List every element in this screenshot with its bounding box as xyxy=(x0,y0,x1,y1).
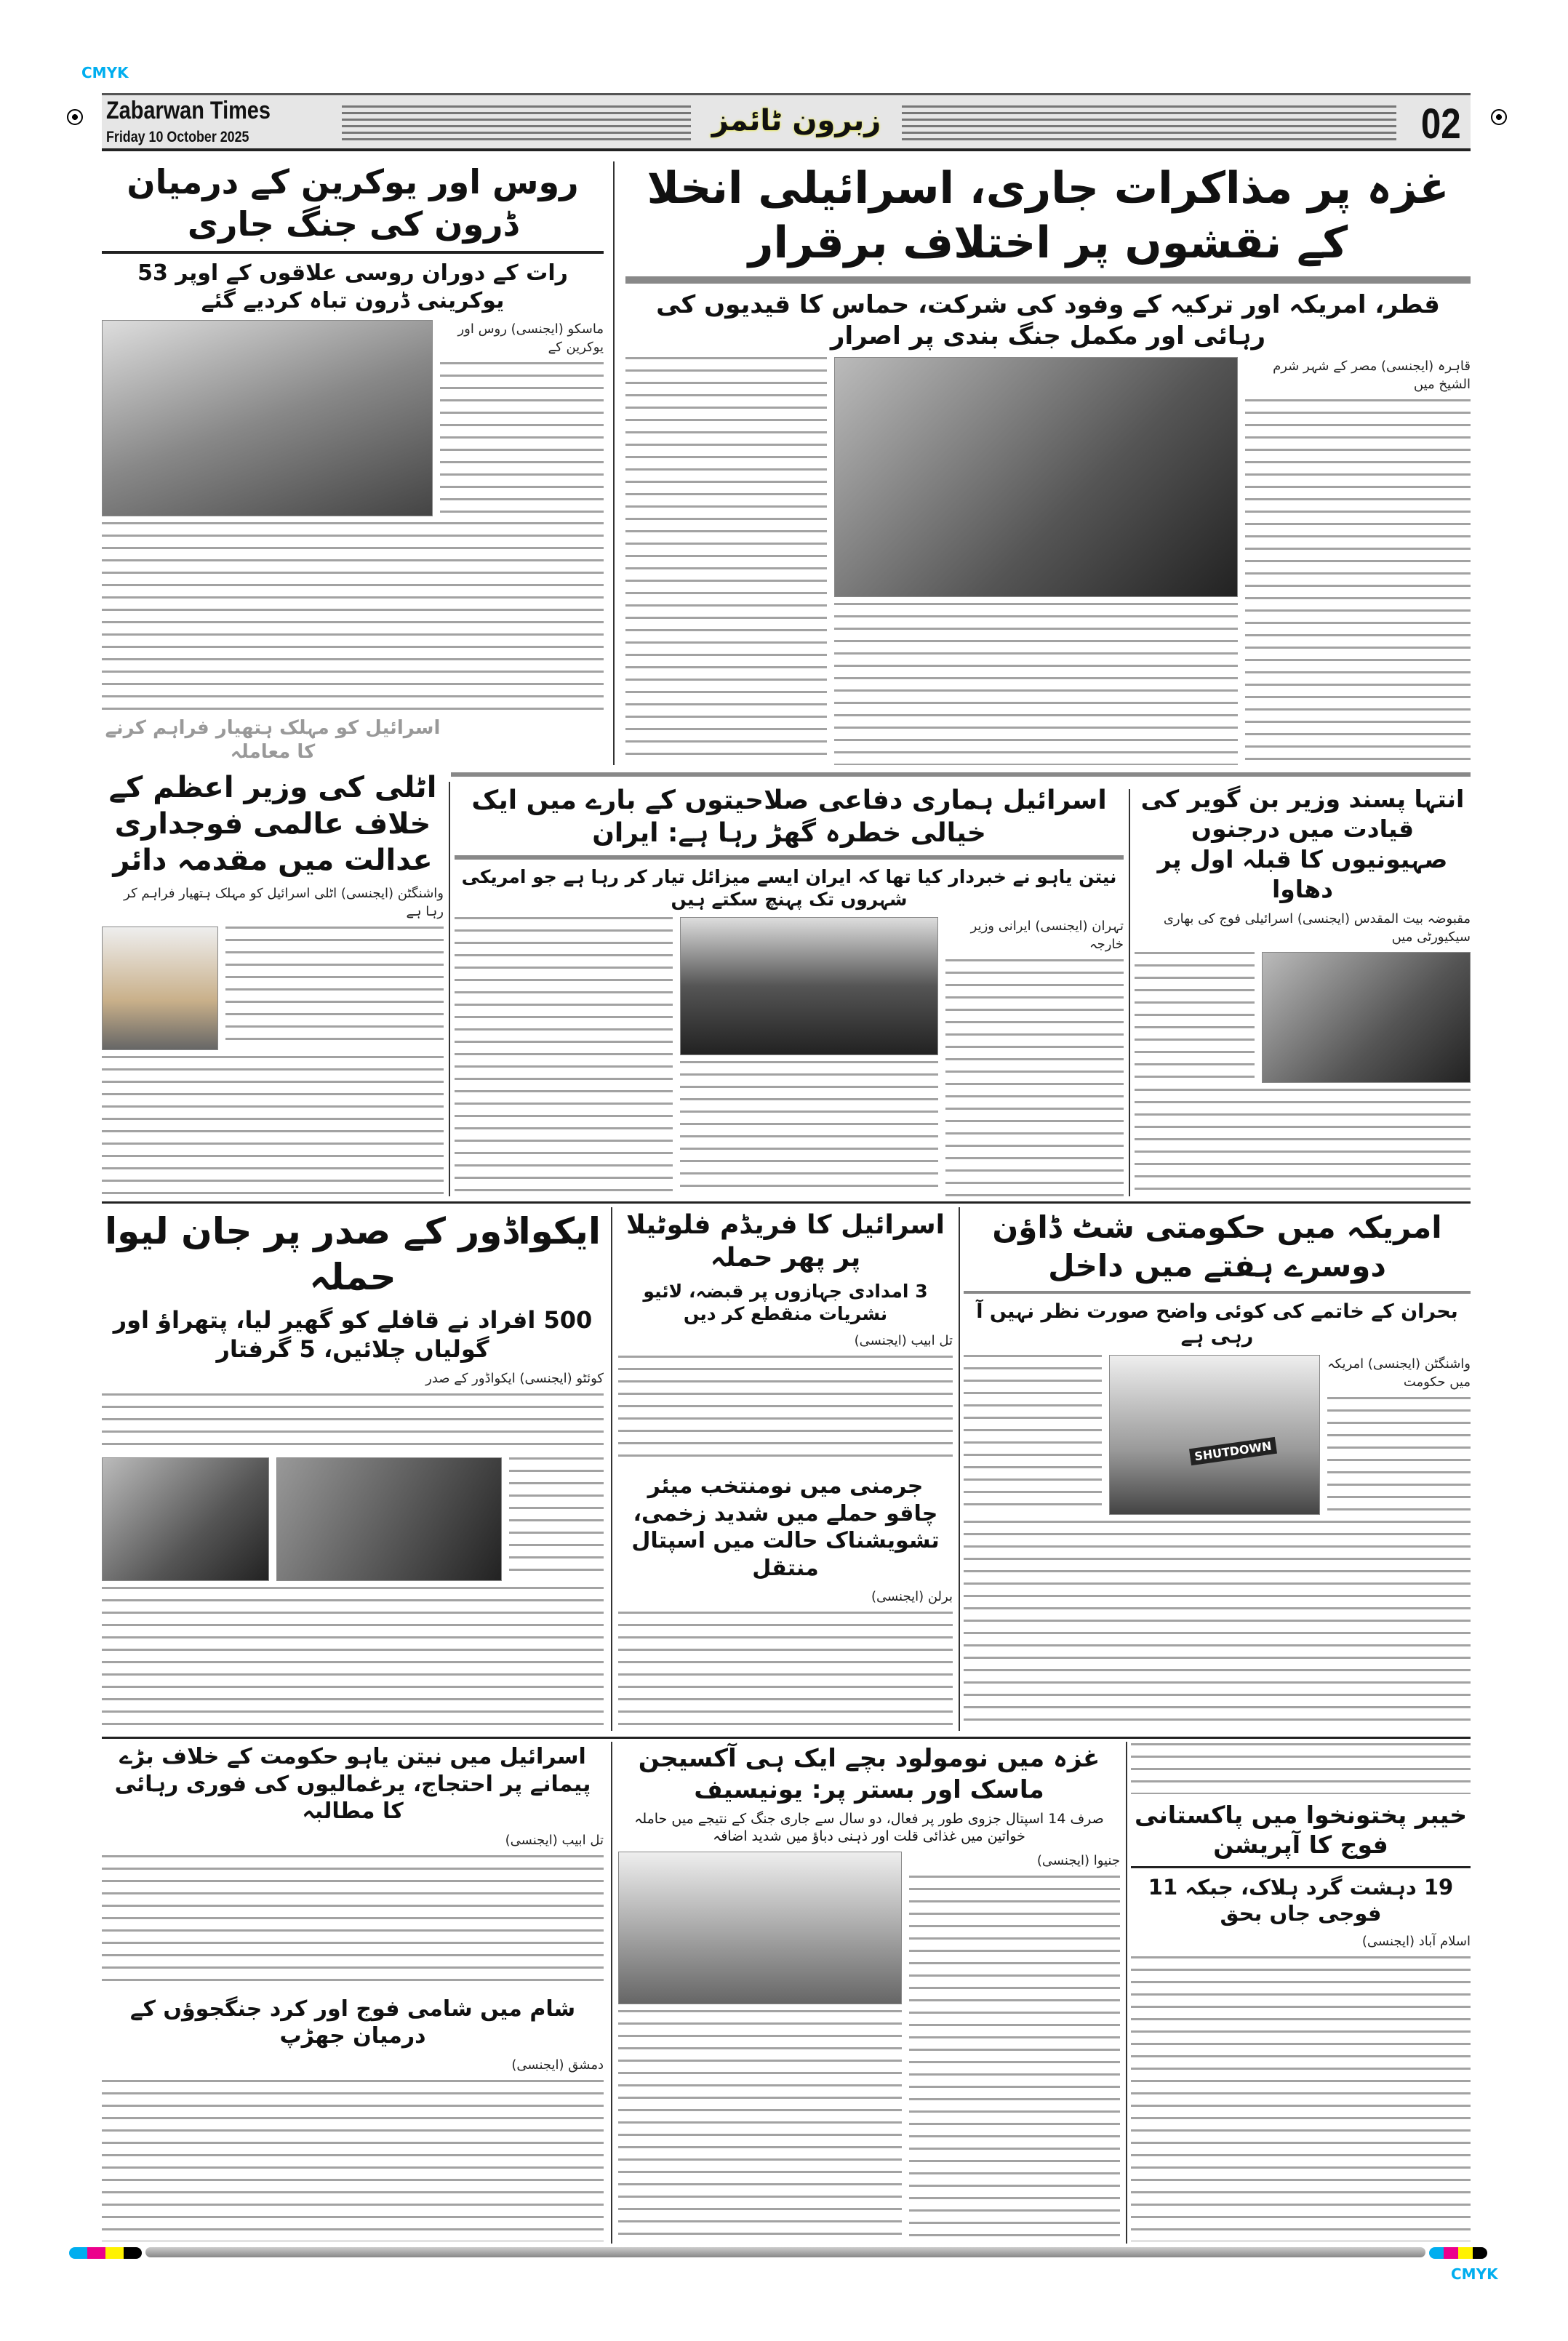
israel-syria-column xyxy=(102,1743,604,2241)
gaza-newborn-subhead: صرف 14 اسپتال جزوی طور پر فعال، دو سال سے جاری جنگ کے نتیجے میں حاملہ خواتین میں غذائی قلت اور ذہنی دباؤ میں شدید اضافہ xyxy=(634,1811,1104,1844)
italy-lead: واشنگٹن (ایجنسی) اٹلی اسرائیل کو مہلک ہتھیار فراہم کر رہا ہے xyxy=(124,886,444,920)
aqsa-headline: انتہا پسند وزیر بن گویر کی قیادت میں درجنوں صہیونیوں کا قبلہ اول پر دھاوا xyxy=(1140,785,1465,903)
divider xyxy=(102,1737,1471,1739)
gaza-lead: قاہرہ (ایجنسی) مصر کے شہر شرم الشیخ میں xyxy=(1273,359,1471,393)
aqsa-raid-photo xyxy=(1262,952,1471,1083)
flotilla-body xyxy=(618,1356,953,1467)
shutdown-body xyxy=(964,1521,1471,1732)
capitol-shutdown-photo xyxy=(1109,1355,1320,1515)
column-divider xyxy=(959,1207,960,1731)
kp-body-top xyxy=(1131,1743,1471,1794)
aqsa-story xyxy=(1135,784,1471,1196)
gaza-body-under-photo xyxy=(834,603,1238,765)
divider xyxy=(455,855,1124,860)
syria-story xyxy=(102,1996,604,2242)
shutdown-headline: امریکہ میں حکومتی شٹ ڈاؤن دوسرے ہفتے میں داخل xyxy=(992,1209,1442,1284)
italy-body xyxy=(225,927,444,1050)
registration-mark-icon xyxy=(67,109,83,125)
syria-headline: شام میں شامی فوج اور کرد جنگجوؤں کے درمیان جھڑپ xyxy=(129,1996,576,2049)
russia-body xyxy=(102,522,604,711)
ecuador-subhead: 500 افراد نے قافلے کو گھیر لیا، پتھراؤ اور گولیاں چلائیں، 5 گرفتار xyxy=(113,1306,593,1363)
iran-body-right xyxy=(945,959,1124,1196)
flotilla-germany-column xyxy=(618,1209,953,1731)
ecuador-body-top xyxy=(102,1393,604,1452)
aqsa-lead: مقبوضہ بیت المقدس (ایجنسی) اسرائیلی فوج کی بھاری سیکیورٹی میں xyxy=(1163,911,1471,945)
shutdown-sign: SHUTDOWN xyxy=(1189,1436,1277,1465)
divider xyxy=(1131,1866,1471,1868)
israel-protest-headline: اسرائیل میں نیتن یاہو حکومت کے خلاف بڑے پیمانے پر احتجاج، یرغمالیوں کی فوری رہائی کا مطالبہ xyxy=(114,1744,591,1824)
ecuador-body xyxy=(102,1587,604,1731)
shutdown-story xyxy=(964,1209,1471,1731)
aqsa-body xyxy=(1135,1089,1471,1196)
aqsa-body-side xyxy=(1135,952,1255,1083)
column-divider xyxy=(1126,1742,1127,2244)
flotilla-story xyxy=(618,1209,953,1467)
page-number: 02 xyxy=(1421,100,1462,148)
shutdown-body-left xyxy=(964,1355,1102,1515)
divider xyxy=(625,276,1471,284)
column-divider xyxy=(1129,789,1130,1196)
flotilla-headline: اسرائیل کا فریڈم فلوٹیلا پر پھر حملہ xyxy=(626,1210,945,1273)
italy-headline: اٹلی کی وزیر اعظم کے خلاف عالمی فوجداری عدالت میں مقدمہ دائر xyxy=(108,771,437,877)
gaza-newborn-body-right xyxy=(909,1876,1120,2241)
iran-story xyxy=(455,784,1124,1196)
flotilla-subhead: 3 امدادی جہازوں پر قبضہ، لائیو نشریات منقطع کر دیں xyxy=(643,1281,928,1325)
gaza-newborn-lead: جنیوا (ایجنسی) xyxy=(1036,1852,1120,1868)
registration-mark-icon xyxy=(1491,109,1507,125)
ecuador-headline: ایکواڈور کے صدر پر جان لیوا حملہ xyxy=(104,1210,601,1298)
italy-story xyxy=(102,716,444,1196)
germany-body xyxy=(618,1612,953,1731)
divider xyxy=(964,1291,1471,1294)
kp-subhead: 19 دہشت گرد ہلاک، جبکہ 11 فوجی جاں بحق xyxy=(1148,1874,1454,1926)
kp-story xyxy=(1131,1743,1471,2241)
russia-body-top xyxy=(440,362,604,516)
gaza-story xyxy=(625,161,1471,765)
flotilla-lead: تل ابیب (ایجنسی) xyxy=(854,1332,953,1348)
footer-bar xyxy=(145,2247,1425,2257)
russia-subhead: رات کے دوران روسی علاقوں کے اوپر 53 یوکرینی ڈرون تباہ کردیے گئے xyxy=(137,260,568,313)
cmyk-mark-bottom: CMYK xyxy=(1451,2265,1498,2283)
germany-lead: برلن (ایجنسی) xyxy=(871,1589,953,1604)
newborn-incubator-photo xyxy=(618,1852,902,2004)
gaza-subhead: قطر، امریکہ اور ترکیہ کے وفود کی شرکت، حماس کا قیدیوں کی رہائی اور مکمل جنگ بندی پر اصرار xyxy=(656,290,1440,351)
iran-body-left xyxy=(455,917,673,1197)
germany-headline: جرمنی میں نومنتخب میئر چاقو حملے میں شدید زخمی، تشویشناک حالت میں اسپتال منتقل xyxy=(631,1473,940,1581)
gaza-body-left xyxy=(625,357,827,765)
russia-soldiers-photo xyxy=(102,320,433,516)
column-divider xyxy=(611,1207,612,1731)
masthead-title-ur: زبرون ٹائمز xyxy=(711,104,881,137)
gaza-newborn-story xyxy=(618,1743,1120,2241)
syria-body xyxy=(102,2080,604,2241)
color-swatches-left xyxy=(69,2247,142,2259)
color-swatches-right xyxy=(1429,2247,1487,2259)
gaza-newborn-body xyxy=(618,2010,902,2242)
masthead-date: Friday 10 October 2025 xyxy=(106,129,249,145)
gaza-body-right xyxy=(1245,399,1471,765)
ecuador-lead: کوئٹو (ایجنسی) ایکواڈور کے صدر xyxy=(425,1371,604,1386)
shutdown-body-right xyxy=(1327,1397,1471,1515)
iran-subhead: نیتن یاہو نے خبردار کیا تھا کہ ایران ایسے میزائل تیار کر رہا ہے جو امریکی شہروں تک پہنچ سکتے ہیں xyxy=(461,866,1117,911)
gaza-leaders-photo xyxy=(834,357,1238,597)
israel-protest-lead: تل ابیب (ایجنسی) xyxy=(505,1832,604,1848)
ecuador-story xyxy=(102,1209,604,1731)
shutdown-lead: واشنگٹن (ایجنسی) امریکہ میں حکومت xyxy=(1327,1356,1471,1390)
divider xyxy=(102,1201,1471,1204)
column-divider xyxy=(613,161,615,765)
kp-headline: خیبر پختونخوا میں پاکستانی فوج کا آپریشن xyxy=(1134,1801,1468,1860)
masthead-title-en: Zabarwan Times xyxy=(106,97,271,124)
russia-story xyxy=(102,161,604,711)
column-divider xyxy=(449,782,450,1196)
syria-lead: دمشق (ایجنسی) xyxy=(511,2057,604,2073)
shutdown-subhead: بحران کے خاتمے کی کوئی واضح صورت نظر نہیں آ رہی ہے xyxy=(976,1300,1458,1348)
masthead-lines-right xyxy=(902,105,1396,142)
italy-body-2 xyxy=(102,1056,444,1196)
italy-pm-photo xyxy=(102,927,218,1050)
israel-protest-story xyxy=(102,1743,604,1990)
israel-protest-body xyxy=(102,1855,604,1990)
ecuador-body-side xyxy=(509,1457,604,1581)
gaza-headline: غزہ پر مذاکرات جاری، اسرائیلی انخلا کے نقشوں پر اختلاف برقرار xyxy=(647,163,1449,268)
germany-story xyxy=(618,1473,953,1731)
ecuador-president-photo-1 xyxy=(102,1457,269,1581)
cmyk-mark-top: CMYK xyxy=(81,64,129,81)
ecuador-president-photo-2 xyxy=(276,1457,502,1581)
column-divider xyxy=(611,1742,612,2244)
divider xyxy=(451,772,1471,777)
iran-headline: اسرائیل ہماری دفاعی صلاحیتوں کے بارے میں ایک خیالی خطرہ گھڑ رہا ہے: ایران xyxy=(471,785,1107,848)
kp-lead: اسلام آباد (ایجنسی) xyxy=(1361,1934,1471,1949)
gaza-newborn-headline: غزہ میں نومولود بچے ایک ہی آکسیجن ماسک اور بستر پر: یونیسیف xyxy=(638,1744,1100,1804)
masthead-lines-left xyxy=(342,105,691,142)
russia-headline: روس اور یوکرین کے درمیان ڈرون کی جنگ جاری xyxy=(127,162,579,244)
iran-minister-photo xyxy=(680,917,938,1055)
iran-lead: تہران (ایجنسی) ایرانی وزیر خارجہ xyxy=(970,918,1124,952)
divider xyxy=(102,251,604,254)
russia-lead: ماسکو (ایجنسی) روس اور یوکرین کے xyxy=(457,321,604,356)
iran-body-mid xyxy=(680,1061,938,1197)
italy-kicker: اسرائیل کو مہلک ہتھیار فراہم کرنے کا معاملہ xyxy=(105,717,441,763)
kp-body xyxy=(1131,1956,1471,2241)
masthead xyxy=(102,93,1471,151)
